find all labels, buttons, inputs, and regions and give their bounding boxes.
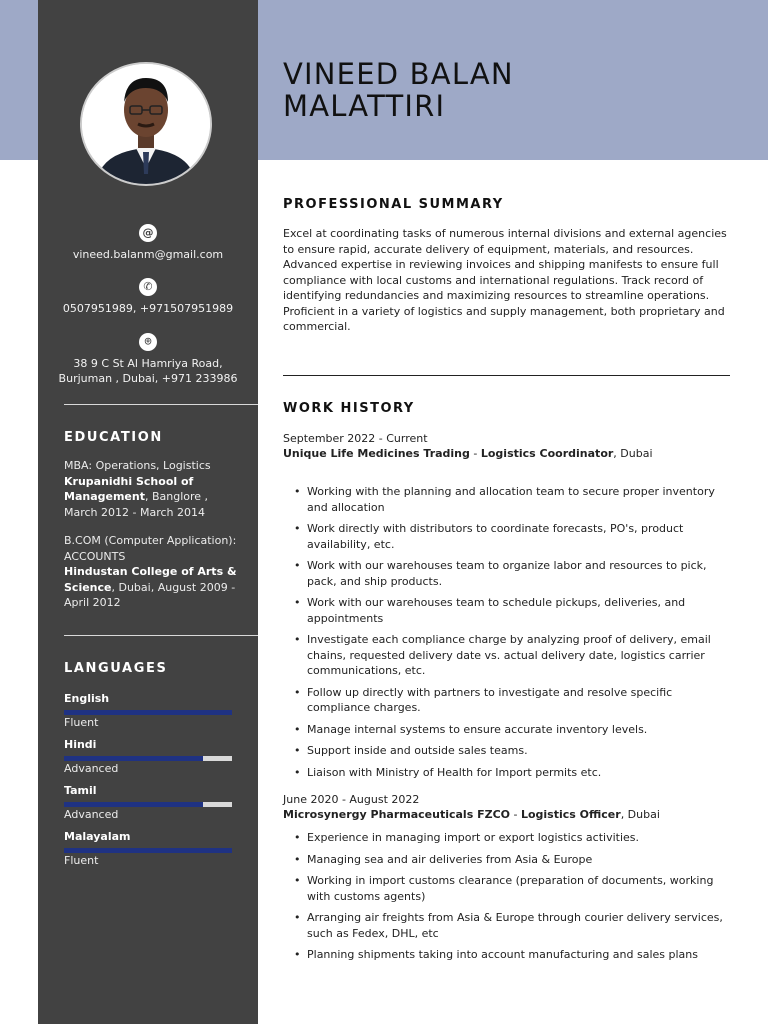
language-bar — [64, 710, 232, 715]
language-level: Fluent — [64, 716, 99, 729]
education-degree: MBA: Operations, Logistics — [64, 459, 211, 472]
list-item: • Managing sea and air deliveries from Asia & Europe — [283, 852, 731, 868]
job-role: Logistics Officer — [520, 808, 621, 821]
duty-list — [283, 830, 731, 969]
contact-phone — [38, 278, 258, 316]
job-dates: September 2022 - Current — [283, 432, 428, 445]
education-school: Krupanidhi School of Management — [64, 474, 194, 503]
phone-icon: ✆ — [139, 278, 157, 296]
list-item: • Work with our warehouses team to schedule pickups, deliveries, and appointments — [283, 595, 731, 626]
job-dates: June 2020 - August 2022 — [283, 793, 420, 806]
section-rule — [283, 375, 730, 376]
education-details: , Dubai, August 2009 - April 2012 — [64, 580, 236, 609]
list-item: • Work with our warehouses team to organize labor and resources to pick, pack, and ship products. — [283, 558, 731, 589]
profile-photo — [80, 62, 212, 186]
address-line-2: Burjuman , Dubai, +971 233986 — [58, 372, 238, 385]
list-item: • Manage internal systems to ensure accurate inventory levels. — [283, 722, 731, 738]
list-item: • Support inside and outside sales teams. — [283, 743, 731, 759]
sidebar-divider — [64, 404, 258, 405]
location-pin-icon: ⌾ — [139, 333, 157, 351]
language-name: Malayalam — [64, 830, 131, 843]
education-degree: B.COM (Computer Application): ACCOUNTS — [64, 534, 237, 563]
language-level: Advanced — [64, 762, 119, 775]
language-name: Hindi — [64, 738, 97, 751]
language-bar — [64, 756, 232, 761]
job-title — [283, 447, 731, 460]
language-bar — [64, 802, 232, 807]
language-bar-fill — [64, 710, 232, 715]
language-bar — [64, 848, 232, 853]
job-company: Microsynergy Pharmaceuticals FZCO — [283, 808, 510, 821]
list-item: • Working with the planning and allocation team to secure proper inventory and allocation — [283, 484, 731, 515]
job-role: Logistics Coordinator — [480, 447, 614, 460]
name-line-2: MALATTIRI — [283, 89, 446, 123]
language-level: Fluent — [64, 854, 99, 867]
address-line-1: 38 9 C St Al Hamriya Road, — [73, 357, 223, 370]
job-location: , Dubai — [620, 808, 660, 821]
education-item — [64, 458, 244, 520]
language-level: Advanced — [64, 808, 119, 821]
list-item: • Follow up directly with partners to investigate and resolve specific compliance charges. — [283, 685, 731, 716]
education-heading: EDUCATION — [64, 430, 163, 445]
summary-heading: PROFESSIONAL SUMMARY — [283, 197, 504, 212]
list-item: • Liaison with Ministry of Health for Import permits etc. — [283, 765, 731, 781]
work-history-heading: WORK HISTORY — [283, 401, 415, 416]
languages-heading: LANGUAGES — [64, 661, 168, 676]
candidate-name — [283, 58, 514, 122]
sidebar-divider — [64, 635, 258, 636]
job-separator: - — [510, 808, 521, 821]
language-name: English — [64, 692, 110, 705]
at-icon: @ — [139, 224, 157, 242]
education-item — [64, 533, 244, 611]
job-company: Unique Life Medicines Trading — [283, 447, 470, 460]
job-location: , Dubai — [613, 447, 653, 460]
education-details: , Banglore , March 2012 - March 2014 — [64, 490, 209, 519]
language-name: Tamil — [64, 784, 97, 797]
phone-text: 0507951989, +971507951989 — [62, 302, 234, 315]
list-item: • Arranging air freights from Asia & Europe through courier delivery services, such as Fedex, DHL, etc — [283, 910, 731, 941]
email-text[interactable]: vineed.balanm@gmail.com — [72, 248, 224, 261]
list-item: • Experience in managing import or export logistics activities. — [283, 830, 731, 846]
list-item: • Investigate each compliance charge by analyzing proof of delivery, email chains, requested delivery date vs. actual delivery date, logistics carrier communications, etc. — [283, 632, 731, 679]
name-line-1: VINEED BALAN — [283, 57, 514, 91]
language-bar-fill — [64, 848, 232, 853]
job-separator: - — [469, 447, 481, 460]
summary-text: Excel at coordinating tasks of numerous internal divisions and external agencies to ensure rapid, accurate delivery of equipment, materials, and resources. Advanced expertise in reviewing invoices and shipping manifests to ensure full compliance with local customs and international regulations. Track record of identifying redundancies and maximizing resources to streamline operations. Proficient in a variety of logistics and supply management, both proprietary and commercial. — [283, 227, 727, 333]
language-bar-fill — [64, 802, 203, 807]
job-title — [283, 808, 731, 821]
duty-list — [283, 484, 731, 786]
sidebar — [38, 0, 258, 1024]
list-item: • Work directly with distributors to coordinate forecasts, PO's, product availability, etc. — [283, 521, 731, 552]
contact-address — [38, 333, 258, 386]
language-bar-fill — [64, 756, 203, 761]
list-item: • Working in import customs clearance (preparation of documents, working with customs agents) — [283, 873, 731, 904]
contact-email — [38, 224, 258, 262]
list-item: • Planning shipments taking into account manufacturing and sales plans — [283, 947, 731, 963]
education-school: Hindustan College of Arts & Science — [64, 565, 237, 594]
